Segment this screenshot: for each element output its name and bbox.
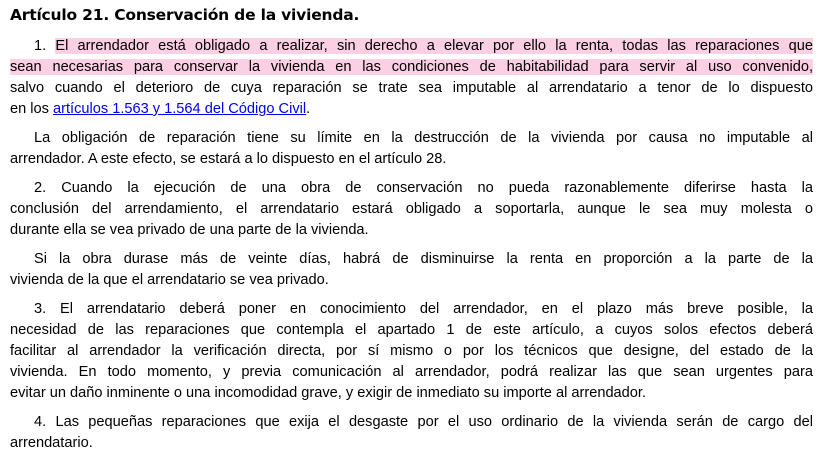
text-line: arrendatario. xyxy=(10,435,93,451)
paragraph-4 xyxy=(10,249,813,291)
text-line: Si la obra durase más de veinte días, habrá de disminuirse la renta en proporción a la parte de la xyxy=(34,251,813,267)
text-line: 3. El arrendatario deberá poner en conocimiento del arrendador, en el plazo más breve posible, la xyxy=(34,301,813,317)
text-line: arrendador. A este efecto, se estará a lo dispuesto en el artículo 28. xyxy=(10,151,447,167)
text-line: 4. Las pequeñas reparaciones que exija el desgaste por el uso ordinario de la vivienda serán de cargo del xyxy=(34,414,813,430)
article-title: Artículo 21. Conservación de la vivienda. xyxy=(10,6,360,24)
text-line: salvo cuando el deterioro de cuya reparación se trate sea imputable al arrendatario a tenor de lo dispuesto xyxy=(10,80,813,96)
item-number: 1. xyxy=(34,38,56,54)
text: en los xyxy=(10,101,53,117)
text-line: durante ella se vea privado de una parte de la vivienda. xyxy=(10,222,369,238)
text-line: facilitar al arrendador la verificación directa, por sí mismo o por los técnicos que designe, del estado de la xyxy=(10,343,813,359)
text-line xyxy=(10,57,813,78)
text-line xyxy=(10,99,813,120)
text-line: necesidad de las reparaciones que contempla el apartado 1 de este artículo, a cuyos solos efectos deberá xyxy=(10,322,813,338)
paragraph-3 xyxy=(10,178,813,241)
paragraph-2 xyxy=(10,128,813,170)
text-line: conclusión del arrendamiento, el arrendatario estará obligado a soportarla, aunque le sea muy molesta o xyxy=(10,201,813,217)
text-line: La obligación de reparación tiene su límite en la destrucción de la vivienda por causa no imputable al xyxy=(34,130,813,146)
paragraph-6 xyxy=(10,412,813,454)
text: . xyxy=(306,101,311,117)
civil-code-link[interactable]: artículos 1.563 y 1.564 del Código Civil xyxy=(53,101,307,117)
highlighted-text[interactable]: El arrendador está obligado a realizar, sin derecho a elevar por ello la renta, todas las reparaciones que xyxy=(55,38,813,54)
text-line: vivienda. En todo momento, y previa comunicación al arrendador, podrá realizar las que sean urgentes para xyxy=(10,364,813,380)
text-line: vivienda de la que el arrendatario se vea privado. xyxy=(10,272,329,288)
paragraph-1 xyxy=(10,36,813,120)
text-line: 2. Cuando la ejecución de una obra de conservación no pueda razonablemente diferirse hasta la xyxy=(34,180,813,196)
text-line: evitar un daño inminente o una incomodidad grave, y exigir de inmediato su importe al arrendador. xyxy=(10,385,647,401)
text-line xyxy=(10,36,813,57)
highlighted-text[interactable]: sean necesarias para conservar la vivienda en las condiciones de habitabilidad para servir al uso convenido, xyxy=(10,59,813,75)
paragraph-5 xyxy=(10,299,813,404)
